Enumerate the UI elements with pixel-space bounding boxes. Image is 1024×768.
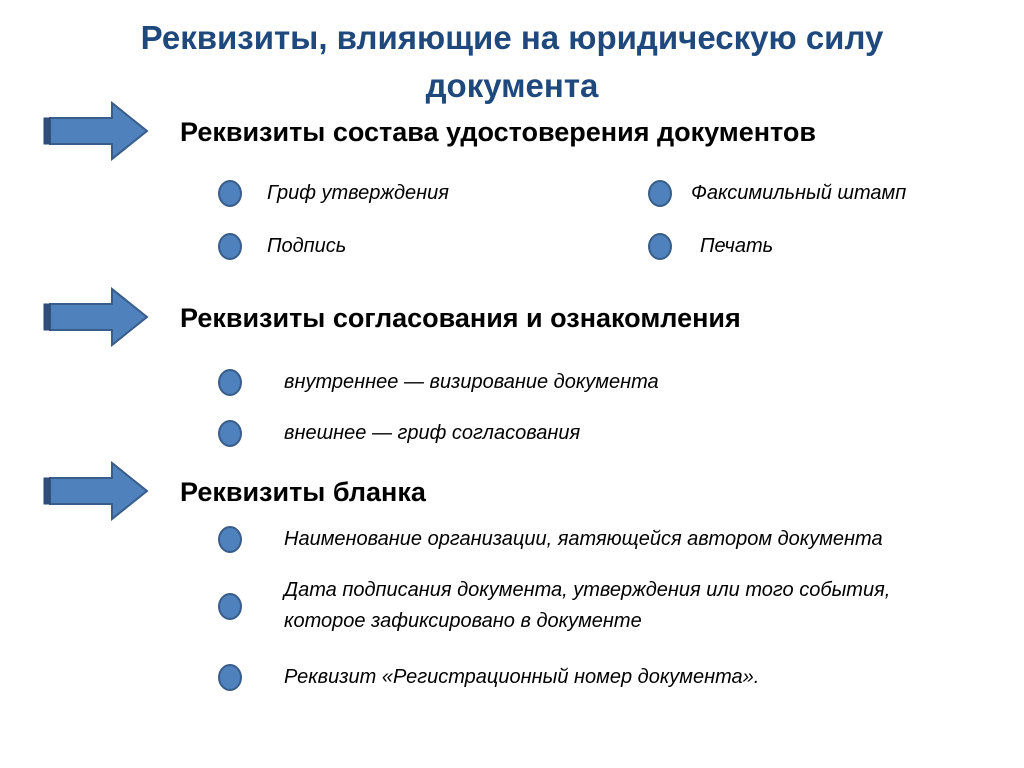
bullet-icon xyxy=(218,180,242,207)
item-internal-visa: внутреннее — визирование документа xyxy=(284,371,659,393)
arrow-right-icon xyxy=(42,100,150,162)
bullet-icon xyxy=(218,593,242,620)
section-heading-authentication: Реквизиты состава удостоверения документов xyxy=(180,117,817,147)
arrow-right-icon xyxy=(42,286,150,348)
section-heading-approval: Реквизиты согласования и ознакомления xyxy=(180,303,741,333)
item-seal: Печать xyxy=(700,235,774,257)
item-organization-name: Наименование организации, яатяющейся автором документа xyxy=(284,528,883,550)
item-signing-date: Дата подписания документа, утверждения или того события, которое зафиксировано в документе xyxy=(284,579,891,632)
item-approval-stamp: Гриф утверждения xyxy=(267,182,449,204)
bullet-icon xyxy=(218,369,242,396)
bullet-icon xyxy=(648,233,672,260)
bullet-icon xyxy=(218,233,242,260)
bullet-icon xyxy=(218,526,242,553)
item-registration-number: Реквизит «Регистрационный номер документа». xyxy=(284,666,760,688)
item-external-approval: внешнее — гриф согласования xyxy=(284,422,581,444)
arrow-right-icon xyxy=(42,460,150,522)
bullet-icon xyxy=(218,664,242,691)
bullet-icon xyxy=(648,180,672,207)
item-facsimile-stamp: Факсимильный штамп xyxy=(691,182,907,204)
bullet-icon xyxy=(218,420,242,447)
section-heading-letterhead: Реквизиты бланка xyxy=(180,477,426,507)
slide-title: Реквизиты, влияющие на юридическую силу документа xyxy=(140,19,884,104)
item-signature: Подпись xyxy=(267,235,347,257)
